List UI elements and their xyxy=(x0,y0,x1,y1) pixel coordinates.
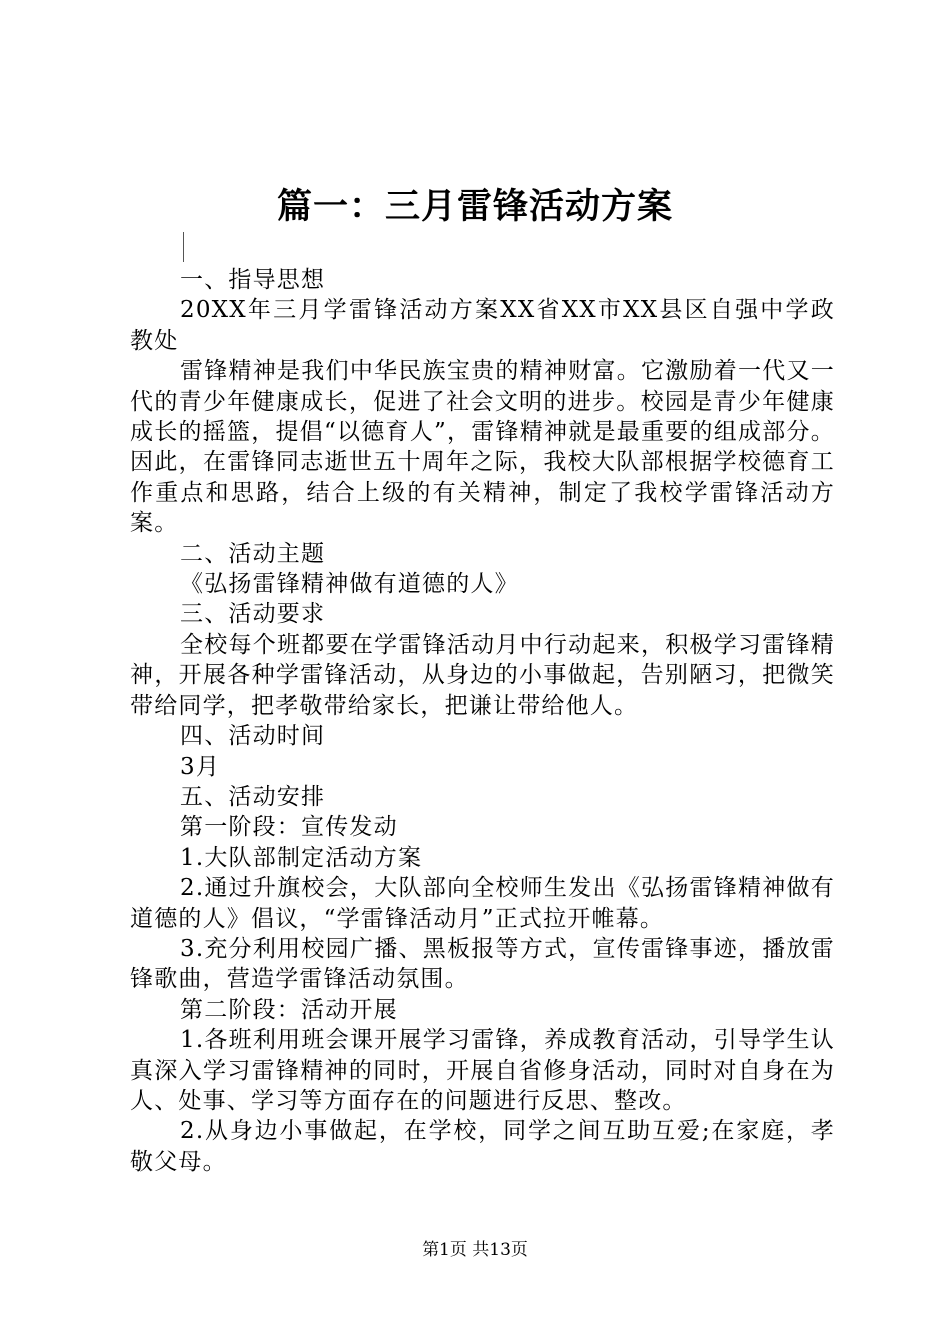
stage-one-item-1: 1.大队部制定活动方案 xyxy=(180,844,423,871)
section-heading-activity-time: 四、活动时间 xyxy=(180,723,326,750)
page-number-footer: 第1页 共13页 xyxy=(422,1240,528,1260)
section-heading-activity-theme: 二、活动主题 xyxy=(180,540,326,567)
section-heading-activity-requirements: 三、活动要求 xyxy=(180,601,326,628)
stage-one-item-3: 3.充分利用校园广播、黑板报等方式，宣传雷锋事迹，播放雷锋歌曲，营造学雷锋活动氛围。 xyxy=(130,935,835,993)
text-cursor xyxy=(183,232,184,262)
paragraph-activity-time: 3月 xyxy=(180,753,221,780)
document-title: 篇一：三月雷锋活动方案 xyxy=(276,186,673,227)
stage-two-item-1: 1.各班利用班会课开展学习雷锋，养成教育活动，引导学生认真深入学习雷锋精神的同时，开展自省修身活动，同时对自身在为人、处事、学习等方面存在的问题进行反思、整改。 xyxy=(130,1027,835,1114)
stage-two-item-2: 2.从身边小事做起，在学校，同学之间互助互爱;在家庭，孝敬父母。 xyxy=(130,1118,835,1175)
stage-one-heading: 第一阶段：宣传发动 xyxy=(180,814,398,841)
paragraph-plan-source: 20XX年三月学雷锋活动方案XX省XX市XX县区自强中学政教处 xyxy=(130,297,835,354)
section-heading-guiding-ideology: 一、指导思想 xyxy=(180,267,326,293)
paragraph-activity-requirements: 全校每个班都要在学雷锋活动月中行动起来，积极学习雷锋精神，开展各种学雷锋活动，从身边的小事做起，告别陋习，把微笑带给同学，把孝敬带给家长，把谦让带给他人。 xyxy=(130,631,835,719)
document-body xyxy=(130,265,835,1177)
stage-two-heading: 第二阶段：活动开展 xyxy=(180,996,398,1023)
paragraph-lei-feng-spirit: 雷锋精神是我们中华民族宝贵的精神财富。它激励着一代又一代的青少年健康成长，促进了社会文明的进步。校园是青少年健康成长的摇篮，提倡“以德育人”，雷锋精神就是最重要的组成部分。因此，在雷锋同志逝世五十周年之际，我校大队部根据学校德育工作重点和思路，结合上级的有关精神，制定了我校学雷锋活动方案。 xyxy=(130,358,835,537)
paragraph-activity-theme: 《弘扬雷锋精神做有道德的人》 xyxy=(180,571,519,598)
stage-one-item-2: 2.通过升旗校会，大队部向全校师生发出《弘扬雷锋精神做有道德的人》倡议，“学雷锋活动月”正式拉开帷幕。 xyxy=(130,875,835,932)
section-heading-activity-arrangement: 五、活动安排 xyxy=(180,783,326,810)
